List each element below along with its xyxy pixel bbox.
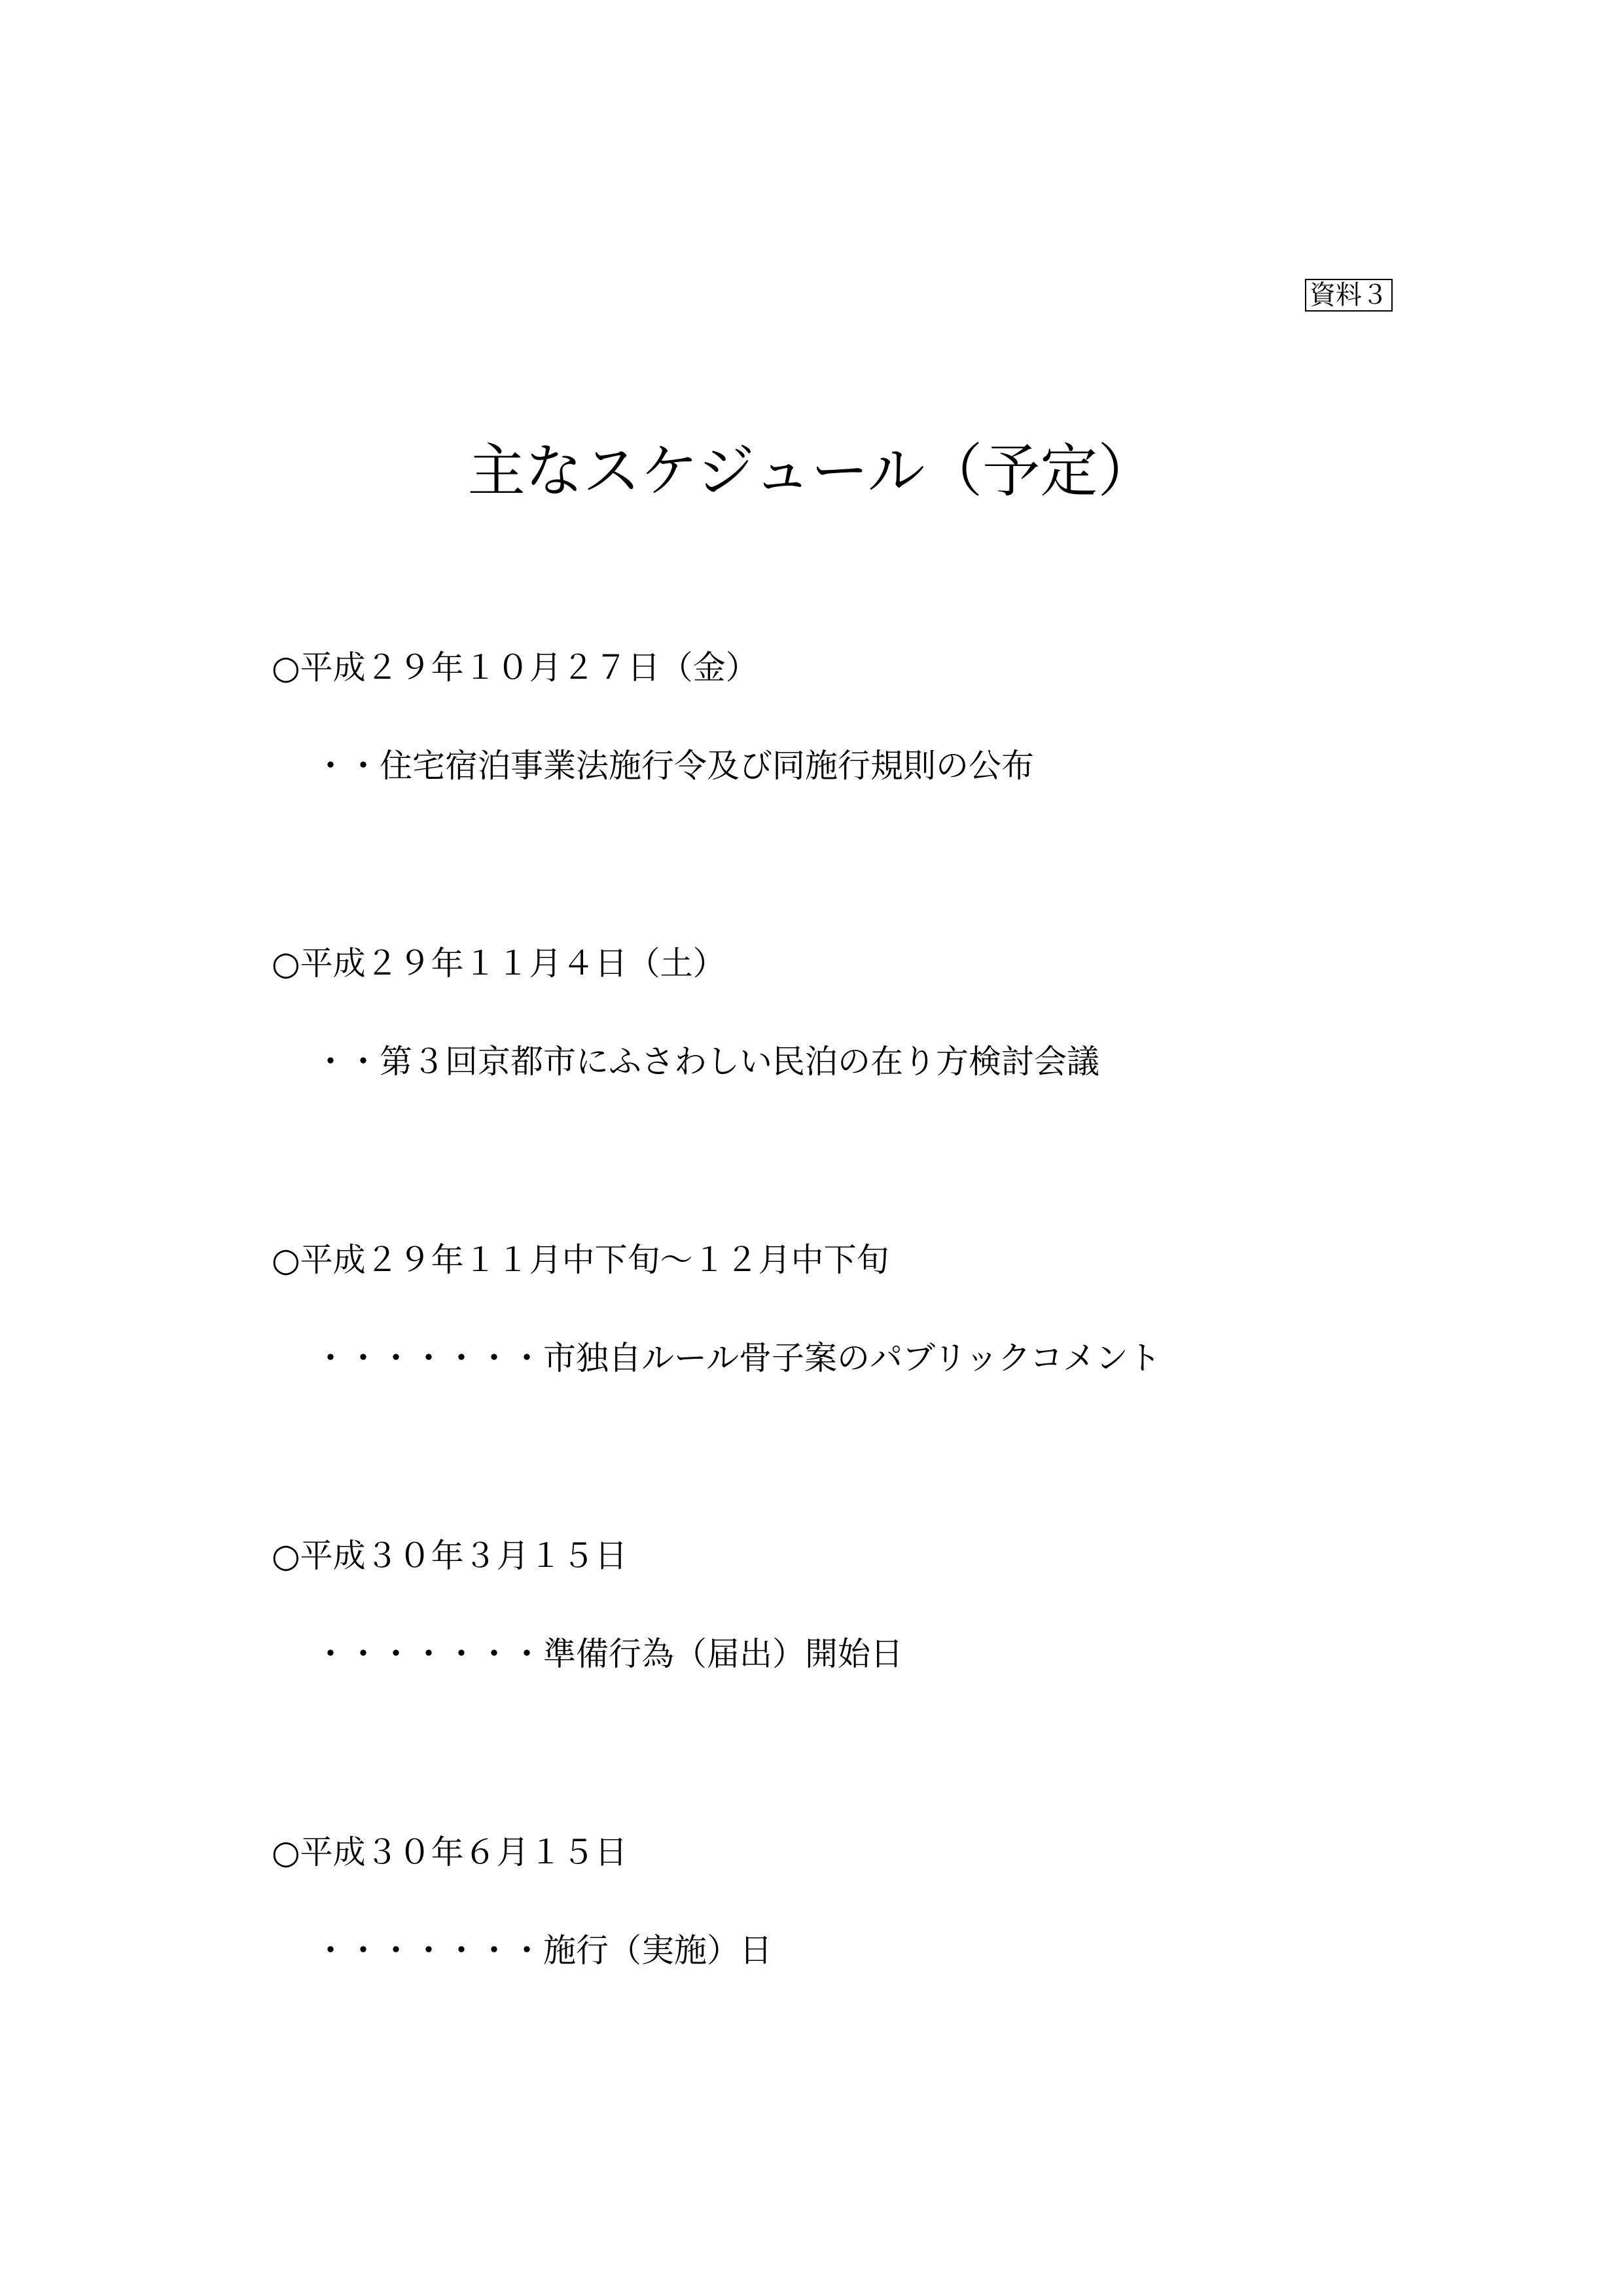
schedule-description: ・・・・・・・市独自ルール骨子案のパブリックコメント	[314, 1339, 1161, 1377]
schedule-date: ○平成２９年１１月中下旬～１２月中下旬	[272, 1241, 889, 1279]
schedule-date: ○平成３０年３月１５日	[272, 1537, 628, 1575]
schedule-date: ○平成３０年６月１５日	[272, 1833, 628, 1871]
schedule-description: ・・第３回京都市にふさわしい民泊の在り方検討会議	[314, 1043, 1099, 1081]
schedule-description: ・・・・・・・準備行為（届出）開始日	[314, 1635, 903, 1673]
page-title: 主なスケジュール（予定）	[467, 437, 1156, 505]
document-reference-label: 資料３	[1305, 279, 1393, 312]
schedule-description: ・・・・・・・施行（実施）日	[314, 1931, 772, 1969]
schedule-date: ○平成２９年１０月２７日（金）	[272, 649, 758, 687]
schedule-date: ○平成２９年１１月４日（土）	[272, 944, 726, 982]
schedule-description: ・・住宅宿泊事業法施行令及び同施行規則の公布	[314, 747, 1034, 785]
